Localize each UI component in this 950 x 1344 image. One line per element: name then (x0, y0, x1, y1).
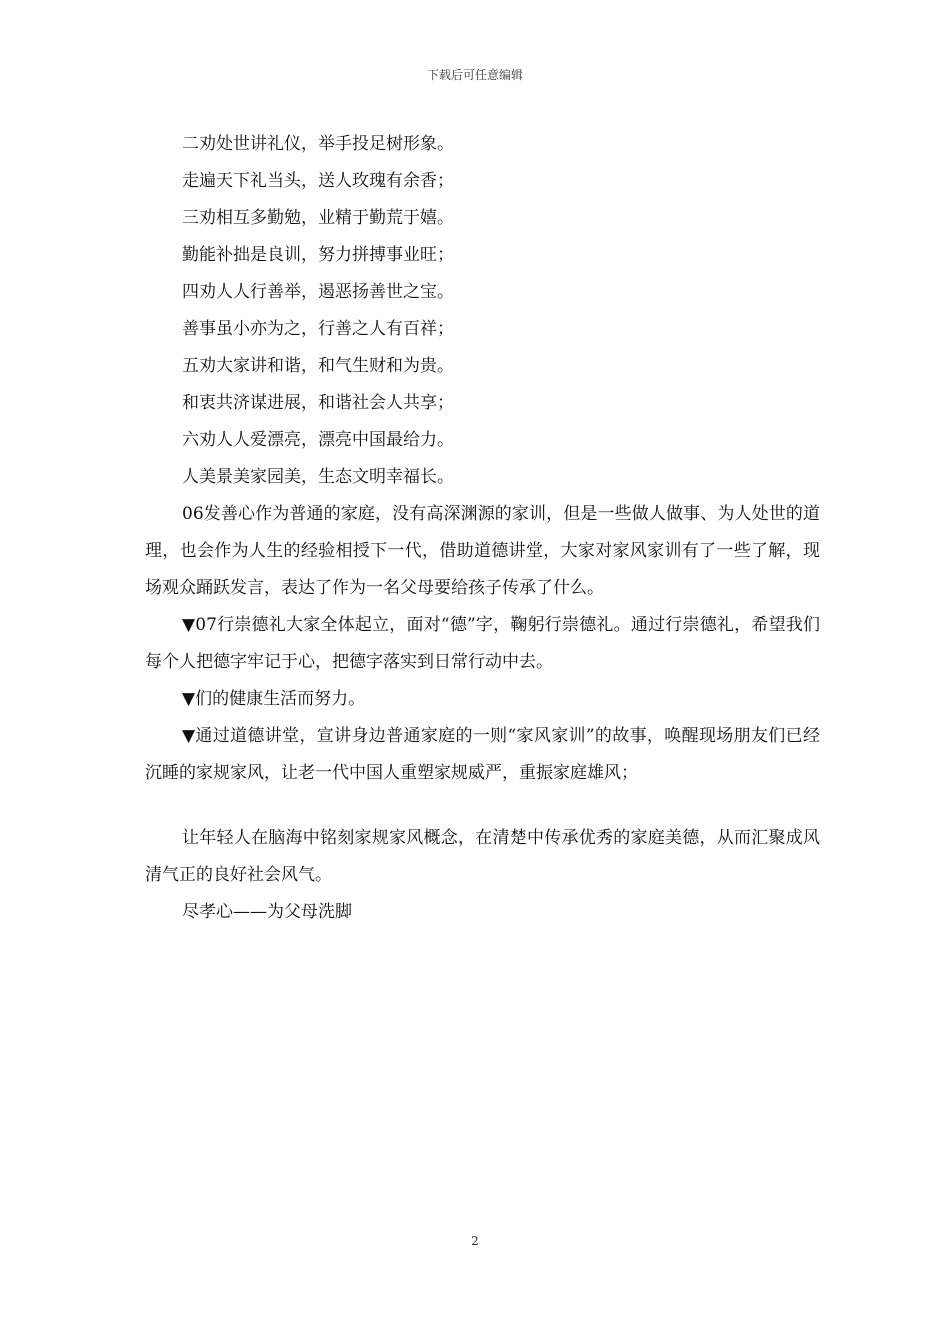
paragraph-kind-heart: 06发善心作为普通的家庭，没有高深渊源的家训，但是一些做人做事、为人处世的道理，也会作为人生的经验相授下一代，借助道德讲堂，大家对家风家训有了一些了解，现场观众踊跃发言，表达了作为一名父母要给孩子传承了什么。 (145, 504, 820, 598)
paragraph-moral-lecture: ▼通过道德讲堂，宣讲身边普通家庭的一则“家风家训”的故事，唤醒现场朋友们已经沉睡的家规家风，让老一代中国人重塑家规威严，重振家庭雄风； (145, 726, 820, 783)
document-body (145, 126, 820, 931)
verse-line: 六劝人人爱漂亮，漂亮中国最给力。 (182, 430, 454, 450)
verse-line: 走遍天下礼当头，送人玫瑰有余香； (182, 171, 454, 191)
verse-line: 人美景美家园美，生态文明幸福长。 (182, 467, 454, 487)
verse-line: 二劝处世讲礼仪，举手投足树形象。 (182, 134, 454, 154)
verse-line: 五劝大家讲和谐，和气生财和为贵。 (182, 356, 454, 376)
page-header: 下载后可任意编辑 (426, 68, 523, 82)
verse-line: 三劝相互多勤勉，业精于勤荒于嬉。 (182, 208, 454, 228)
paragraph-gap (145, 792, 820, 820)
verse-line: 四劝人人行善举，遏恶扬善世之宝。 (182, 282, 454, 302)
verse-line: 和衷共济谋进展，和谐社会人共享； (182, 393, 454, 413)
section-heading-filial-piety: 尽孝心——为父母洗脚 (182, 902, 352, 922)
verse-line: 勤能补拙是良训，努力拼搏事业旺； (182, 245, 454, 265)
verse-line: 善事虽小亦为之，行善之人有百祥； (182, 319, 454, 339)
paragraph-young-people: 让年轻人在脑海中铭刻家规家风概念，在清楚中传承优秀的家庭美德，从而汇聚成风清气正的良好社会风气。 (145, 828, 820, 885)
page-number: 2 (471, 1234, 479, 1248)
paragraph-healthy-life: ▼们的健康生活而努力。 (182, 689, 366, 709)
paragraph-virtue-ceremony: ▼07行崇德礼大家全体起立，面对“德”字，鞠躬行崇德礼。通过行崇德礼，希望我们每个人把德字牢记于心，把德字落实到日常行动中去。 (145, 615, 820, 672)
